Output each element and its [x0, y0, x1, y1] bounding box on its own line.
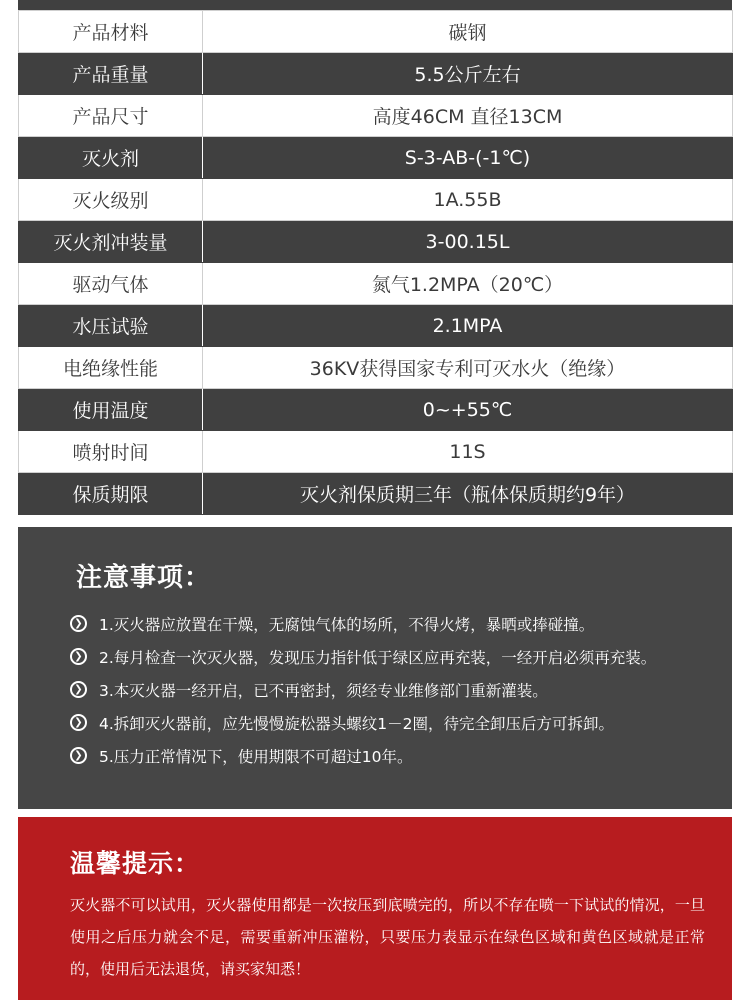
table-top-edge: [18, 0, 732, 10]
chevron-right-circle-icon: ❯: [70, 681, 87, 698]
notice-title: 注意事项：: [76, 563, 212, 593]
spec-label: 驱动气体: [19, 263, 203, 305]
spec-row: [19, 179, 733, 221]
spec-value: 氮气1.2MPA（20℃）: [203, 263, 733, 305]
spec-label: 产品材料: [19, 11, 203, 53]
spec-label: 喷射时间: [19, 431, 203, 473]
spec-value: 碳钢: [203, 11, 733, 53]
notice-text: 5.压力正常情况下，使用期限不可超过10年。: [99, 747, 413, 766]
spec-label: 使用温度: [19, 389, 203, 431]
spec-value: 11S: [203, 431, 733, 473]
spec-row: [19, 137, 733, 179]
spec-value: 36KV获得国家专利可灭水火（绝缘）: [203, 347, 733, 389]
notice-list: [70, 607, 710, 772]
spec-value: 高度46CM 直径13CM: [203, 95, 733, 137]
chevron-right-circle-icon: ❯: [70, 615, 87, 632]
notice-text: 4.拆卸灭火器前，应先慢慢旋松器头螺纹1－2圈，待完全卸压后方可拆卸。: [99, 714, 615, 733]
spec-value: 0~+55℃: [203, 389, 733, 431]
spec-value: 2.1MPA: [203, 305, 733, 347]
spec-row: [19, 221, 733, 263]
spec-row: [19, 11, 733, 53]
notice-text: 3.本灭火器一经开启，已不再密封，须经专业维修部门重新灌装。: [99, 681, 548, 700]
notice-panel: [18, 527, 732, 809]
notice-item: [70, 607, 710, 640]
tip-panel: [18, 817, 732, 1000]
tip-body: 灭火器不可以试用，灭火器使用都是一次按压到底喷完的，所以不存在喷一下试试的情况，一旦使用之后压力就会不足，需要重新冲压灌粉，只要压力表显示在绿色区域和黄色区域就是正常的，使用后无法退货，请买家知悉！: [70, 896, 705, 978]
spec-label: 灭火剂冲装量: [19, 221, 203, 263]
chevron-right-circle-icon: ❯: [70, 648, 87, 665]
spec-row: [19, 53, 733, 95]
chevron-right-circle-icon: ❯: [70, 714, 87, 731]
spec-row: [19, 263, 733, 305]
spec-label: 水压试验: [19, 305, 203, 347]
spec-value: S-3-AB-(-1℃): [203, 137, 733, 179]
notice-text: 1.灭火器应放置在干燥，无腐蚀气体的场所，不得火烤，暴晒或捧碰撞。: [99, 615, 595, 634]
spec-value: 1A.55B: [203, 179, 733, 221]
notice-item: [70, 640, 710, 673]
chevron-right-circle-icon: ❯: [70, 747, 87, 764]
spec-label: 灭火级别: [19, 179, 203, 221]
spec-table: [18, 10, 733, 515]
spec-row: [19, 95, 733, 137]
spec-row: [19, 305, 733, 347]
spec-label: 产品尺寸: [19, 95, 203, 137]
spec-label: 产品重量: [19, 53, 203, 95]
spec-label: 电绝缘性能: [19, 347, 203, 389]
notice-item: [70, 706, 710, 739]
tip-title: 温馨提示：: [70, 849, 201, 878]
spec-label: 保质期限: [19, 473, 203, 515]
notice-text: 2.每月检查一次灭火器，发现压力指针低于绿区应再充装，一经开启必须再充装。: [99, 648, 657, 667]
spec-value: 3-00.15L: [203, 221, 733, 263]
spec-row: [19, 473, 733, 515]
spec-table-body: [19, 11, 733, 515]
spec-value: 5.5公斤左右: [203, 53, 733, 95]
spec-row: [19, 389, 733, 431]
notice-item: [70, 739, 710, 772]
spec-row: [19, 347, 733, 389]
spec-row: [19, 431, 733, 473]
notice-item: [70, 673, 710, 706]
spec-value: 灭火剂保质期三年（瓶体保质期约9年）: [203, 473, 733, 515]
spec-label: 灭火剂: [19, 137, 203, 179]
